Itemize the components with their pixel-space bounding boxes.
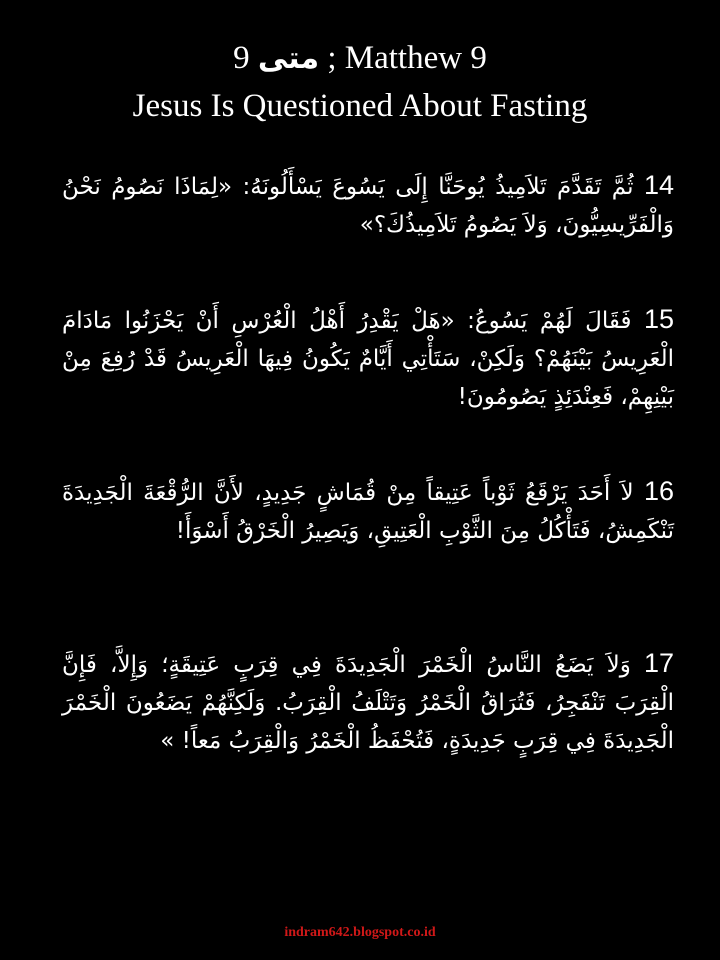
verse-17 xyxy=(62,644,674,760)
verse-14 xyxy=(62,166,674,244)
verse-number: 16 xyxy=(643,476,674,506)
verse-number: 15 xyxy=(643,304,674,334)
page-title xyxy=(0,36,720,81)
page-subtitle: Jesus Is Questioned About Fasting xyxy=(132,88,588,124)
verse-15 xyxy=(62,300,674,416)
verse-number: 14 xyxy=(643,170,674,200)
verse-number: 17 xyxy=(643,648,674,678)
verse-16 xyxy=(62,472,674,550)
verse-text: ثُمَّ تَقَدَّمَ تَلاَمِيذُ يُوحَنَّا إِلَى يَسُوعَ يَسْأَلُونَهُ: «لِمَاذَا نَصُومُ نَحْنُ وَالْفَرِّيسِيُّونَ، وَلاَ يَصُومُ تَلاَمِيذُكَ؟» xyxy=(62,174,674,238)
verse-text: لاَ أَحَدَ يَرْقَعُ ثَوْباً عَتِيقاً مِنْ قُمَاشٍ جَدِيدٍ، لأَنَّ الرُّقْعَةَ الْجَدِيدَةَ تَنْكَمِشُ، فَتَأْكُلُ مِنَ الثَّوْبِ الْعَتِيقِ، وَيَصِيرُ الْخَرْقُ أَسْوَأَ! xyxy=(62,480,674,544)
footer-watermark: indram642.blogspot.co.id xyxy=(284,925,436,940)
title-chapter: 9 ; Matthew 9 xyxy=(233,40,487,76)
verse-text: فَقَالَ لَهُمْ يَسُوعُ: «هَلْ يَقْدِرُ أَهْلُ الْعُرْسِ أَنْ يَحْزَنُوا مَادَامَ الْعَرِيسُ بَيْنَهُمْ؟ وَلَكِنْ، سَتَأْتِي أَيَّامٌ يَكُونُ فِيهَا الْعَرِيسُ قَدْ رُفِعَ مِنْ بَيْنِهِمْ، فَعِنْدَئِذٍ يَصُومُونَ! xyxy=(62,308,674,410)
title-arabic: متى xyxy=(257,41,320,76)
verse-text: وَلاَ يَضَعُ النَّاسُ الْخَمْرَ الْجَدِيدَةَ فِي قِرَبٍ عَتِيقَةٍ؛ وَإِلاَّ، فَإِنَّ الْقِرَبَ تَنْفَجِرُ، فَتُرَاقُ الْخَمْرُ وَتَتْلَفُ الْقِرَبُ. وَلَكِنَّهُمْ يَضَعُونَ الْخَمْرَ الْجَدِيدَةَ فِي قِرَبٍ جَدِيدَةٍ، فَتُحْفَظُ الْخَمْرُ وَالْقِرَبُ مَعاً! » xyxy=(62,652,674,754)
